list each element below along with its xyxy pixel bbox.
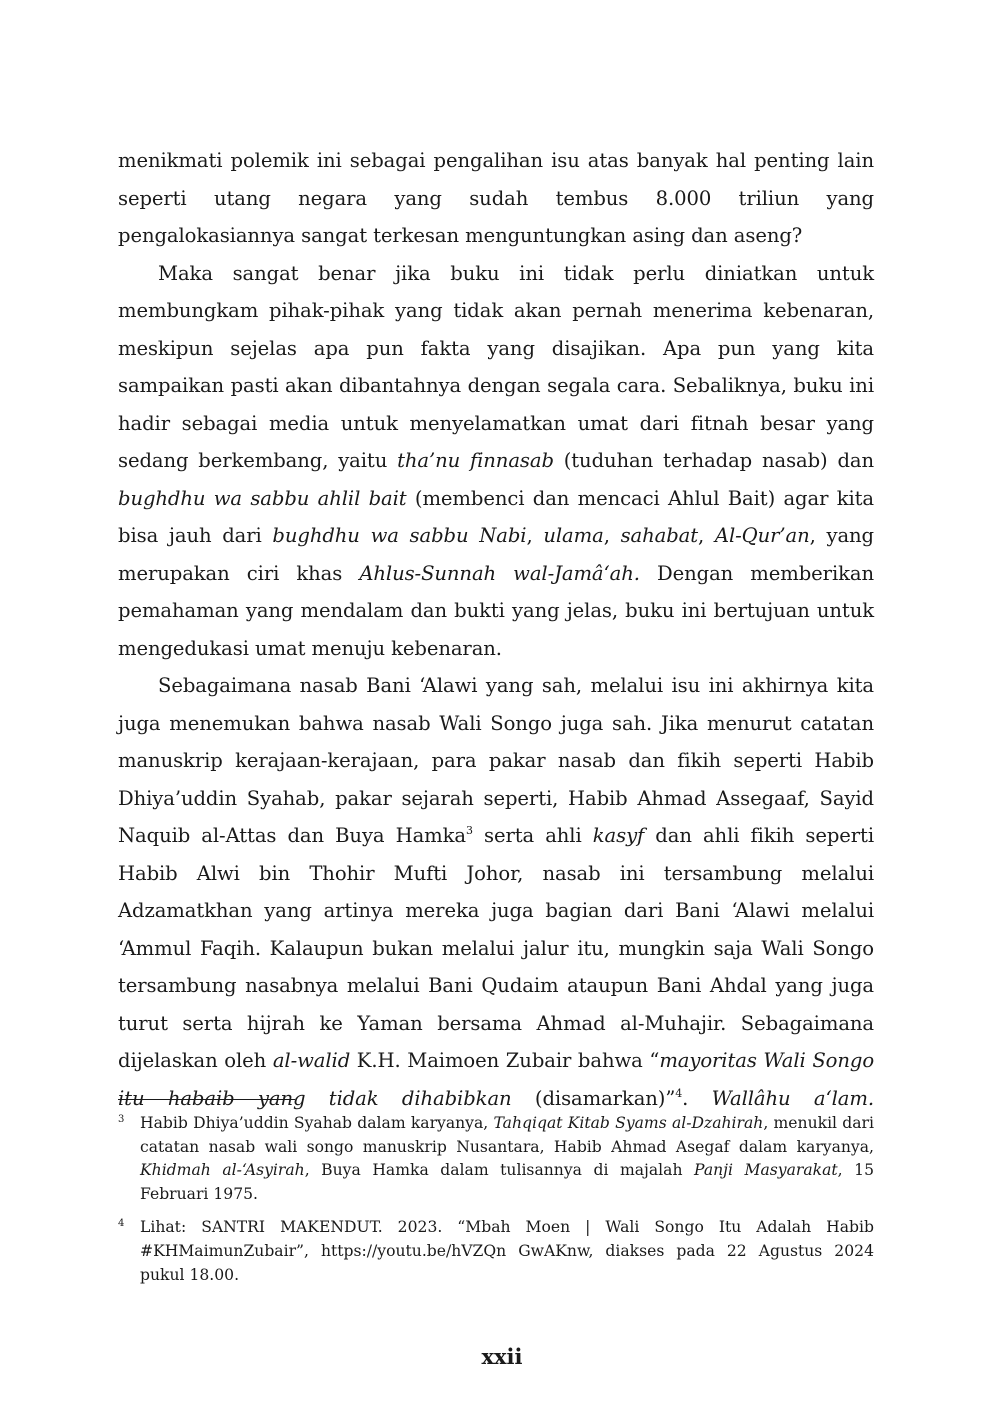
page-number: xxii — [481, 1344, 523, 1369]
footnote-3 — [118, 1112, 874, 1206]
paragraph-3: Sebagaimana nasab Bani ‘Alawi yang sah, melalui isu ini akhirnya kita juga menemukan bahwa nasab Wali Songo juga sah. Jika menurut catatan manuskrip kerajaan-kerajaan, para pakar nasab dan fikih seperti Habib Dhiya’uddin Syahab, pakar sejarah seperti, Habib Ahmad Assegaaf, Sayid Naquib al-Attas dan Buya Hamka$^3$ serta ahli kasyf dan ahli fikih seperti Habib Alwi bin Thohir Mufti Johor, nasab ini tersambung melalui Adzamatkhan yang artinya mereka juga bagian dari Bani ‘Alawi melalui ‘Ammul Faqih. Kalaupun bukan melalui jalur itu, mungkin saja Wali Songo tersambung nasabnya melalui Bani Qudaim ataupun Bani Ahdal yang juga turut serta hijrah ke Yaman bersama Ahmad al-Muhajir. Sebagaimana dijelaskan oleh al-walid K.H. Maimoen Zubair bahwa “mayoritas Wali Songo itu habaib yang tidak dihabibkan (disamarkan)”$^4$. Wallâhu a‘lam. — [118, 674, 875, 1110]
footnote-ref-4: 4 — [675, 1086, 683, 1100]
footnote-ref-3: 3 — [466, 824, 473, 837]
footnotes — [118, 1112, 874, 1297]
paragraph-2: Maka sangat benar jika buku ini tidak perlu diniatkan untuk membungkam pihak-pihak yang tidak akan pernah menerima kebenaran, meskipun sejelas apa pun fakta yang disajikan. Apa pun yang kita sampaikan pasti akan dibantahnya dengan segala cara. Sebaliknya, buku ini hadir sebagai media untuk menyelamatkan umat dari fitnah besar yang sedang berkembang, yaitu tha’nu finnasab (tuduhan terhadap nasab) dan bughdhu wa sabbu ahlil bait (membenci dan mencaci Ahlul Bait) agar kita bisa jauh dari bughdhu wa sabbu Nabi, ulama, sahabat, Al-Qur’an, yang merupakan ciri khas Ahlus-Sunnah wal-Jamâ‘ah. Dengan memberikan pemahaman yang mendalam dan bukti yang jelas, buku ini bertujuan untuk mengedukasi umat menuju kebenaran. — [118, 261, 874, 660]
footnote-number: 3 — [118, 1114, 125, 1125]
footnote-number: 4 — [118, 1218, 125, 1230]
body-text — [118, 142, 874, 1117]
footnote-text: Habib Dhiya’uddin Syahab dalam karyanya, Tahqiqat Kitab Syams al-Dzahirah, menukil dari catatan nasab wali songo manuskrip Nusantara, Habib Ahmad Asegaf dalam karyanya, Khidmah al-‘Asyirah, Buya Hamka dalam tulisannya di majalah Panji Masyarakat, 15 Februari 1975. — [140, 1114, 874, 1203]
footnote-4 — [118, 1216, 874, 1287]
paragraph-1: menikmati polemik ini sebagai pengalihan isu atas banyak hal penting lain seperti utang negara yang sudah tembus 8.000 triliun yang pengalokasiannya sangat terkesan menguntungkan asing dan aseng? — [118, 149, 874, 247]
footnote-text: Lihat: SANTRI MAKENDUT. 2023. “Mbah Moen | Wali Songo Itu Adalah Habib #KHMaimunZubair”, https://youtu.be/hVZQn GwAKnw, diakses pada 22 Agustus 2024 pukul 18.00. — [140, 1218, 874, 1284]
footnote-divider — [118, 1099, 295, 1100]
